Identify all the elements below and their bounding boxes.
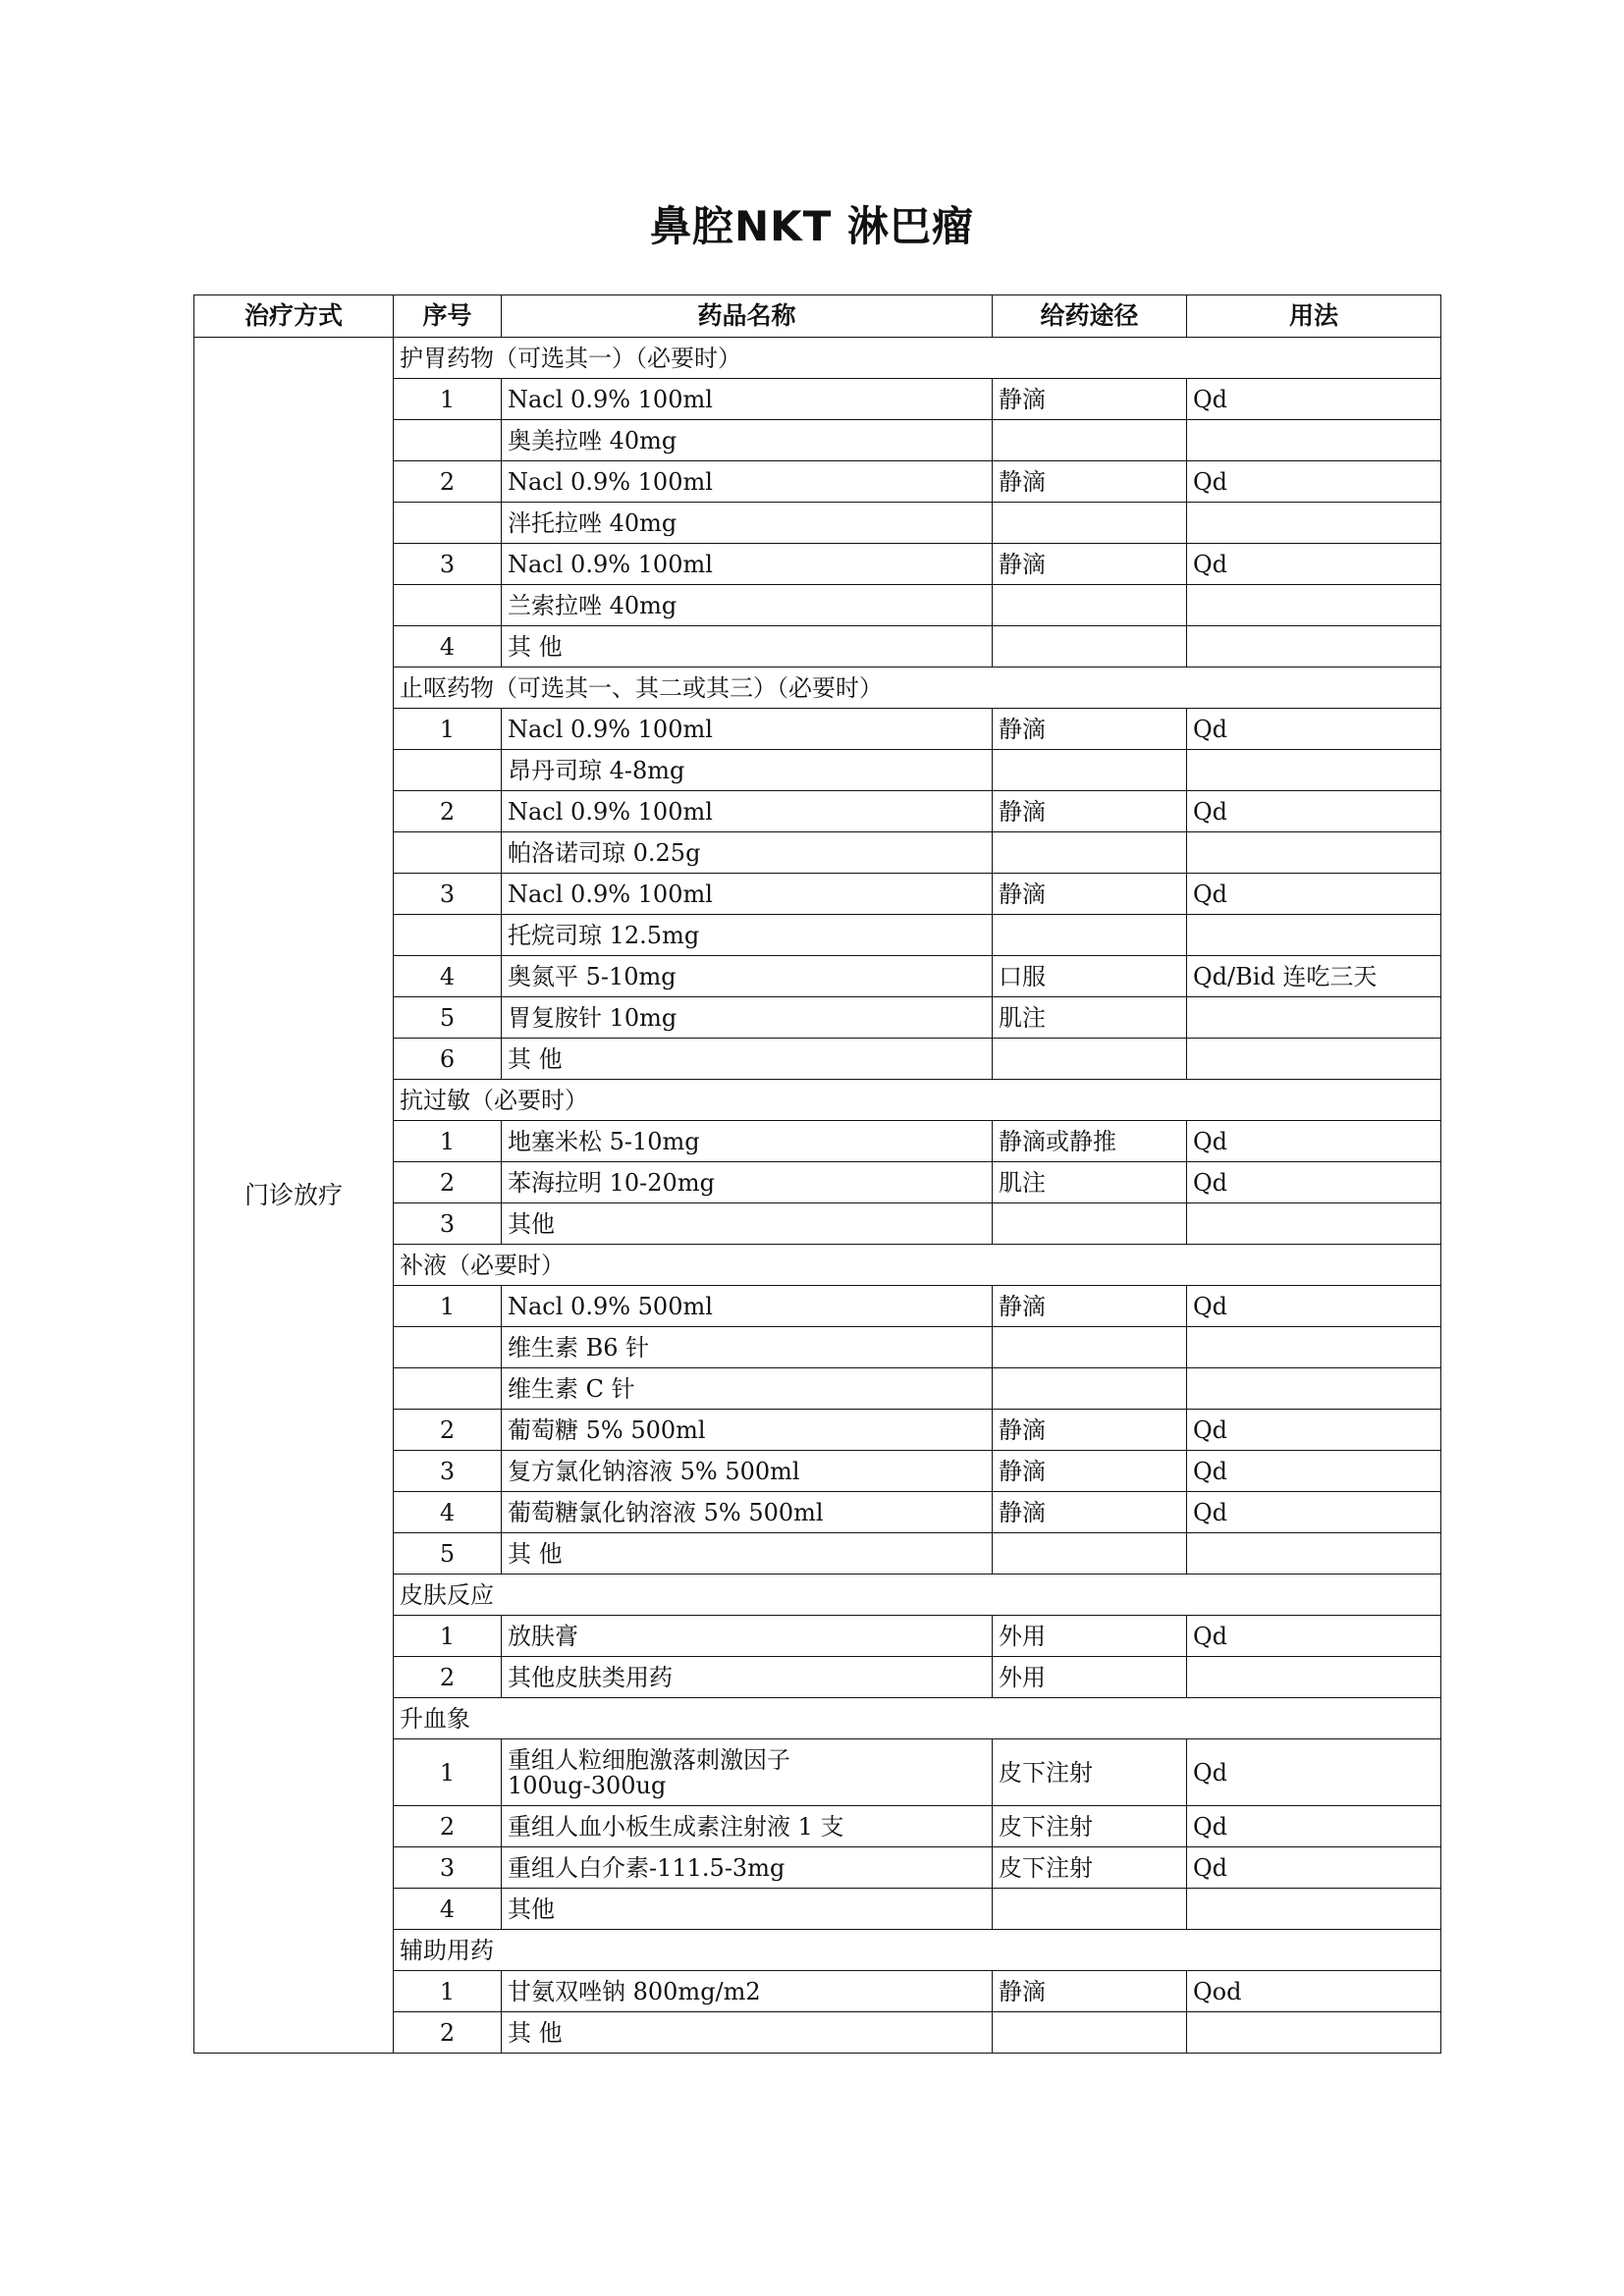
section-title: 辅助用药 xyxy=(394,1930,1441,1971)
route-cell: 静滴 xyxy=(993,1451,1187,1492)
row-number: 2 xyxy=(394,1657,502,1698)
route-cell xyxy=(993,420,1187,461)
drug-name-cell: 重组人血小板生成素注射液 1 支 xyxy=(502,1806,993,1847)
drug-name-cell: 放肤膏 xyxy=(502,1616,993,1657)
medication-table xyxy=(193,294,1441,2054)
header-route: 给药途径 xyxy=(993,295,1187,338)
usage-cell: Qd xyxy=(1187,379,1441,420)
drug-name-cell: 其 他 xyxy=(502,2012,993,2054)
row-number: 1 xyxy=(394,379,502,420)
usage-cell: Qd xyxy=(1187,1616,1441,1657)
route-cell: 静滴 xyxy=(993,1971,1187,2012)
row-number: 1 xyxy=(394,709,502,750)
treatment-mode-cell: 门诊放疗 xyxy=(194,338,394,2054)
route-cell: 皮下注射 xyxy=(993,1739,1187,1806)
row-number: 1 xyxy=(394,1739,502,1806)
drug-name-cell: 奥美拉唑 40mg xyxy=(502,420,993,461)
row-number: 1 xyxy=(394,1286,502,1327)
route-cell: 皮下注射 xyxy=(993,1806,1187,1847)
drug-name-cell: 重组人白介素-111.5-3mg xyxy=(502,1847,993,1889)
row-number: 2 xyxy=(394,1806,502,1847)
usage-cell xyxy=(1187,1039,1441,1080)
route-cell xyxy=(993,626,1187,667)
usage-cell xyxy=(1187,832,1441,874)
drug-name-cell: Nacl 0.9% 100ml xyxy=(502,461,993,503)
drug-name-cell: 其 他 xyxy=(502,1533,993,1575)
row-number: 1 xyxy=(394,1121,502,1162)
row-number: 2 xyxy=(394,1410,502,1451)
drug-name-line: 重组人粒细胞激落刺激因子 xyxy=(508,1745,790,1774)
row-number: 3 xyxy=(394,874,502,915)
row-number xyxy=(394,585,502,626)
route-cell: 静滴或静推 xyxy=(993,1121,1187,1162)
row-number: 3 xyxy=(394,1847,502,1889)
usage-cell xyxy=(1187,2012,1441,2054)
row-number: 2 xyxy=(394,2012,502,2054)
drug-name-cell: Nacl 0.9% 100ml xyxy=(502,379,993,420)
route-cell: 口服 xyxy=(993,956,1187,997)
usage-cell: Qd xyxy=(1187,1847,1441,1889)
row-number xyxy=(394,750,502,791)
row-number: 4 xyxy=(394,1889,502,1930)
usage-cell: Qd xyxy=(1187,1806,1441,1847)
route-cell xyxy=(993,1327,1187,1368)
drug-name-cell: 维生素 C 针 xyxy=(502,1368,993,1410)
drug-name-cell: 兰索拉唑 40mg xyxy=(502,585,993,626)
route-cell: 肌注 xyxy=(993,997,1187,1039)
drug-name-cell: 其 他 xyxy=(502,1039,993,1080)
row-number: 4 xyxy=(394,626,502,667)
usage-cell: Qd xyxy=(1187,709,1441,750)
usage-cell: Qd xyxy=(1187,1121,1441,1162)
section-row xyxy=(194,338,1441,379)
drug-dose-line: 100ug-300ug xyxy=(508,1771,667,1799)
page-title: 鼻腔NKT 淋巴瘤 xyxy=(650,202,974,250)
route-cell xyxy=(993,1039,1187,1080)
drug-name-cell: 葡萄糖 5% 500ml xyxy=(502,1410,993,1451)
usage-cell xyxy=(1187,1327,1441,1368)
route-cell: 静滴 xyxy=(993,709,1187,750)
row-number: 2 xyxy=(394,461,502,503)
route-cell: 肌注 xyxy=(993,1162,1187,1203)
route-cell: 外用 xyxy=(993,1657,1187,1698)
row-number: 5 xyxy=(394,1533,502,1575)
route-cell xyxy=(993,750,1187,791)
usage-cell xyxy=(1187,1889,1441,1930)
usage-cell: Qd xyxy=(1187,1492,1441,1533)
header-row xyxy=(194,295,1441,338)
route-cell: 静滴 xyxy=(993,874,1187,915)
row-number: 6 xyxy=(394,1039,502,1080)
drug-name-cell: 帕洛诺司琼 0.25g xyxy=(502,832,993,874)
section-title: 升血象 xyxy=(394,1698,1441,1739)
row-number: 1 xyxy=(394,1971,502,2012)
route-cell: 静滴 xyxy=(993,379,1187,420)
header-usage: 用法 xyxy=(1187,295,1441,338)
row-number xyxy=(394,503,502,544)
row-number: 4 xyxy=(394,956,502,997)
row-number xyxy=(394,420,502,461)
drug-name-cell xyxy=(502,1739,993,1806)
route-cell: 皮下注射 xyxy=(993,1847,1187,1889)
drug-name-cell: Nacl 0.9% 100ml xyxy=(502,709,993,750)
usage-cell xyxy=(1187,585,1441,626)
usage-cell xyxy=(1187,750,1441,791)
row-number: 3 xyxy=(394,544,502,585)
usage-cell: Qd/Bid 连吃三天 xyxy=(1187,956,1441,997)
drug-name-cell: 其他 xyxy=(502,1203,993,1245)
header-drug-name: 药品名称 xyxy=(502,295,993,338)
route-cell: 静滴 xyxy=(993,1410,1187,1451)
route-cell xyxy=(993,1533,1187,1575)
section-title: 皮肤反应 xyxy=(394,1575,1441,1616)
drug-name-cell: Nacl 0.9% 100ml xyxy=(502,544,993,585)
usage-cell xyxy=(1187,1203,1441,1245)
drug-name-cell: 苯海拉明 10-20mg xyxy=(502,1162,993,1203)
drug-name-cell: 昂丹司琼 4-8mg xyxy=(502,750,993,791)
section-title: 止呕药物（可选其一、其二或其三）（必要时） xyxy=(394,667,1441,709)
route-cell xyxy=(993,832,1187,874)
drug-name-cell: 葡萄糖氯化钠溶液 5% 500ml xyxy=(502,1492,993,1533)
row-number xyxy=(394,1368,502,1410)
row-number: 3 xyxy=(394,1451,502,1492)
route-cell xyxy=(993,1203,1187,1245)
usage-cell: Qd xyxy=(1187,791,1441,832)
usage-cell xyxy=(1187,503,1441,544)
route-cell: 静滴 xyxy=(993,544,1187,585)
drug-name-cell: 托烷司琼 12.5mg xyxy=(502,915,993,956)
row-number: 1 xyxy=(394,1616,502,1657)
section-title: 抗过敏（必要时） xyxy=(394,1080,1441,1121)
route-cell xyxy=(993,1889,1187,1930)
header-treatment-mode: 治疗方式 xyxy=(194,295,394,338)
route-cell: 静滴 xyxy=(993,1286,1187,1327)
row-number xyxy=(394,1327,502,1368)
drug-name-cell: Nacl 0.9% 500ml xyxy=(502,1286,993,1327)
drug-name-cell: 地塞米松 5-10mg xyxy=(502,1121,993,1162)
usage-cell: Qd xyxy=(1187,544,1441,585)
usage-cell xyxy=(1187,626,1441,667)
row-number: 2 xyxy=(394,791,502,832)
usage-cell xyxy=(1187,1657,1441,1698)
table-body xyxy=(194,338,1441,2054)
drug-name-cell: 甘氨双唑钠 800mg/m2 xyxy=(502,1971,993,2012)
section-title: 补液（必要时） xyxy=(394,1245,1441,1286)
usage-cell: Qd xyxy=(1187,1286,1441,1327)
route-cell xyxy=(993,915,1187,956)
route-cell xyxy=(993,2012,1187,2054)
row-number xyxy=(394,832,502,874)
usage-cell xyxy=(1187,997,1441,1039)
row-number: 2 xyxy=(394,1162,502,1203)
drug-name-cell: 其 他 xyxy=(502,626,993,667)
route-cell xyxy=(993,585,1187,626)
route-cell xyxy=(993,1368,1187,1410)
section-title: 护胃药物（可选其一）（必要时） xyxy=(394,338,1441,379)
usage-cell: Qd xyxy=(1187,1451,1441,1492)
drug-name-cell: Nacl 0.9% 100ml xyxy=(502,874,993,915)
usage-cell: Qd xyxy=(1187,461,1441,503)
row-number xyxy=(394,915,502,956)
drug-name-cell: 胃复胺针 10mg xyxy=(502,997,993,1039)
usage-cell: Qod xyxy=(1187,1971,1441,2012)
row-number: 3 xyxy=(394,1203,502,1245)
drug-name-cell: 泮托拉唑 40mg xyxy=(502,503,993,544)
usage-cell xyxy=(1187,1368,1441,1410)
route-cell: 静滴 xyxy=(993,791,1187,832)
usage-cell: Qd xyxy=(1187,1739,1441,1806)
row-number: 4 xyxy=(394,1492,502,1533)
route-cell xyxy=(993,503,1187,544)
drug-name-cell: 维生素 B6 针 xyxy=(502,1327,993,1368)
route-cell: 外用 xyxy=(993,1616,1187,1657)
usage-cell: Qd xyxy=(1187,1410,1441,1451)
row-number: 5 xyxy=(394,997,502,1039)
drug-name-cell: 奥氮平 5-10mg xyxy=(502,956,993,997)
drug-name-cell: Nacl 0.9% 100ml xyxy=(502,791,993,832)
drug-name-cell: 复方氯化钠溶液 5% 500ml xyxy=(502,1451,993,1492)
drug-name-cell: 其他 xyxy=(502,1889,993,1930)
usage-cell xyxy=(1187,915,1441,956)
drug-name-cell: 其他皮肤类用药 xyxy=(502,1657,993,1698)
usage-cell xyxy=(1187,1533,1441,1575)
route-cell: 静滴 xyxy=(993,461,1187,503)
usage-cell: Qd xyxy=(1187,1162,1441,1203)
usage-cell xyxy=(1187,420,1441,461)
header-number: 序号 xyxy=(394,295,502,338)
route-cell: 静滴 xyxy=(993,1492,1187,1533)
usage-cell: Qd xyxy=(1187,874,1441,915)
